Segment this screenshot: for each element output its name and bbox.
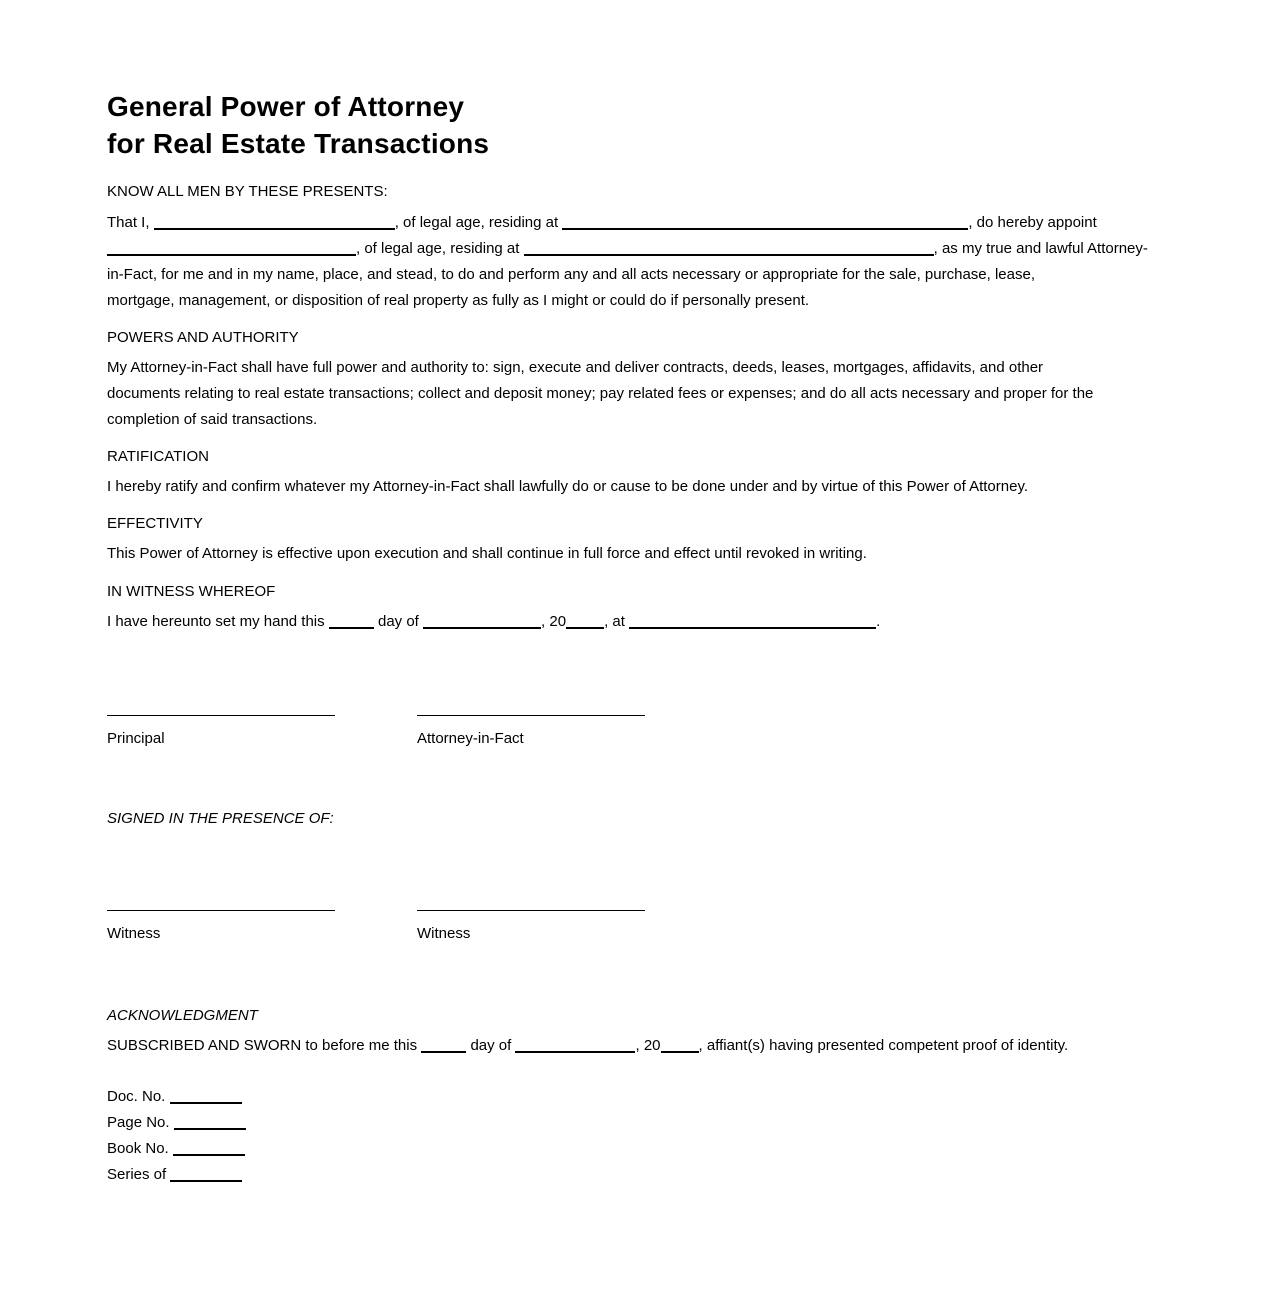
text-run: , 20 [541, 613, 567, 630]
powers-paragraph [107, 355, 1171, 433]
acknowledgment-heading: ACKNOWLEDGMENT [107, 1007, 258, 1024]
page-no-line [107, 1110, 1171, 1136]
principal-signature [107, 715, 335, 752]
witnesses-heading: SIGNED IN THE PRESENCE OF: [107, 810, 334, 827]
place-blank [629, 615, 876, 629]
text-run: SUBSCRIBED AND SWORN to before me this [107, 1037, 418, 1054]
opening-line-3: in-Fact, for me and in my name, place, and stead, to do and perform any and all acts necessary or appropriate for the sale, purchase, lease, [107, 266, 1036, 283]
page-no-label: Page No. [107, 1114, 170, 1131]
doc-no-label: Doc. No. [107, 1088, 166, 1105]
acknowledgment-line [107, 1033, 1171, 1059]
attorney-name-blank [107, 242, 356, 256]
text-run: , 20 [635, 1037, 661, 1054]
text-run: day of [470, 1037, 512, 1054]
text-run: . [876, 613, 881, 630]
witness-2-signature [417, 910, 645, 947]
witness-1-signature-line [107, 910, 335, 911]
witness-whereof-line [107, 609, 1171, 635]
witness-2-signature-line [417, 910, 645, 911]
doc-no-line [107, 1084, 1171, 1110]
series-of-line [107, 1162, 1171, 1188]
doc-no-blank [170, 1090, 242, 1104]
principal-signature-line [107, 715, 335, 716]
ack-month-blank [515, 1039, 635, 1053]
opening-heading: KNOW ALL MEN BY THESE PRESENTS: [107, 183, 388, 200]
book-no-label: Book No. [107, 1140, 169, 1157]
series-of-blank [170, 1168, 242, 1182]
attorney-signature [417, 715, 645, 752]
text-run: I have hereunto set my hand this [107, 613, 325, 630]
title-line-1: General Power of Attorney [107, 91, 465, 122]
month-blank [423, 615, 541, 629]
attorney-address-blank [524, 242, 934, 256]
attorney-signature-line [417, 715, 645, 716]
witness-1-signature [107, 910, 335, 947]
page-no-blank [174, 1116, 246, 1130]
opening-line-4: mortgage, management, or disposition of real property as fully as I might or could do if personally present. [107, 292, 810, 309]
text-run: , at [604, 613, 625, 630]
powers-heading: POWERS AND AUTHORITY [107, 329, 299, 346]
signature-row [107, 715, 1171, 752]
principal-address-blank [562, 216, 968, 230]
document-title [107, 88, 1171, 162]
text-run: day of [377, 613, 419, 630]
title-line-2: for Real Estate Transactions [107, 128, 490, 159]
day-blank [329, 615, 374, 629]
witness-2-label: Witness [417, 925, 471, 942]
ack-day-blank [421, 1039, 466, 1053]
text-run: That I, [107, 214, 150, 231]
ratification-heading: RATIFICATION [107, 448, 209, 465]
principal-name-blank [154, 216, 395, 230]
witness-whereof-heading: IN WITNESS WHEREOF [107, 583, 276, 600]
opening-line-1 [107, 210, 1171, 236]
effectivity-body: This Power of Attorney is effective upon execution and shall continue in full force and effect until revoked in writing. [107, 545, 867, 562]
opening-paragraph [107, 210, 1171, 314]
witness-row [107, 910, 1171, 947]
ack-year-blank [661, 1039, 699, 1053]
text-run: , as my true and lawful Attorney- [933, 240, 1148, 257]
registry-block [107, 1084, 1171, 1188]
year-blank [566, 615, 604, 629]
powers-line-2: documents relating to real estate transactions; collect and deposit money; pay related fees or expenses; and do all acts necessary and proper for the [107, 385, 1094, 402]
principal-label: Principal [107, 730, 165, 747]
ratification-body: I hereby ratify and confirm whatever my Attorney-in-Fact shall lawfully do or cause to be done under and by virtue of this Power of Attorney. [107, 478, 1029, 495]
text-run: , affiant(s) having presented competent proof of identity. [698, 1037, 1069, 1054]
opening-line-2 [107, 236, 1171, 262]
text-run: , of legal age, residing at [356, 240, 520, 257]
book-no-line [107, 1136, 1171, 1162]
witness-1-label: Witness [107, 925, 161, 942]
text-run: , of legal age, residing at [394, 214, 559, 231]
powers-line-1: My Attorney-in-Fact shall have full power and authority to: sign, execute and deliver contracts, deeds, leases, mortgages, affidavits, and other [107, 359, 1044, 376]
powers-line-3: completion of said transactions. [107, 411, 318, 428]
text-run: , do hereby appoint [968, 214, 1097, 231]
book-no-blank [173, 1142, 245, 1156]
series-of-label: Series of [107, 1166, 167, 1183]
effectivity-heading: EFFECTIVITY [107, 515, 203, 532]
attorney-label: Attorney-in-Fact [417, 730, 524, 747]
